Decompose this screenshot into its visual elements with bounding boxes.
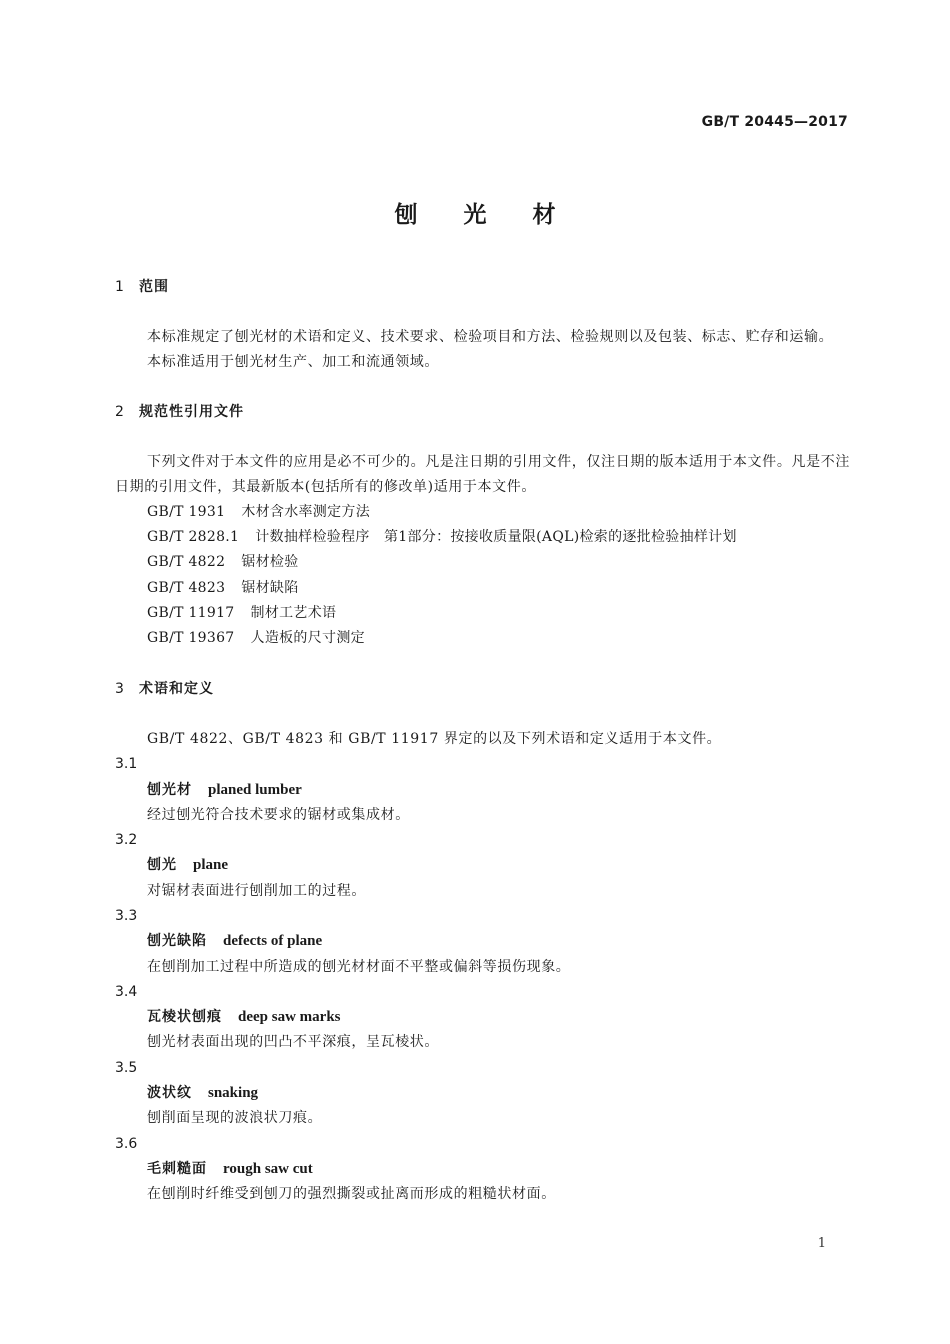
reference-title: 锯材缺陷 bbox=[241, 579, 299, 596]
reference-title: 制材工艺术语 bbox=[250, 604, 337, 621]
clause-number: 3.1 bbox=[115, 756, 138, 773]
term-zh: 刨光缺陷 bbox=[147, 933, 207, 950]
reference-code: GB/T 4822 bbox=[147, 554, 226, 571]
paragraph: GB/T 4822、GB/T 4823 和 GB/T 11917 界定的以及下列术语和定义适用于本文件。 bbox=[147, 731, 722, 748]
term-en: planed lumber bbox=[208, 781, 302, 798]
reference-title: 锯材检验 bbox=[241, 554, 299, 571]
reference-code: GB/T 2828.1 bbox=[147, 529, 240, 546]
reference-code: GB/T 19367 bbox=[147, 630, 235, 647]
term-entry bbox=[115, 980, 850, 1056]
term-heading bbox=[115, 853, 850, 878]
clause-number: 3.2 bbox=[115, 832, 138, 849]
reference-item bbox=[115, 626, 850, 651]
term-definition: 在刨削加工过程中所造成的刨光材材面不平整或偏斜等损伤现象。 bbox=[147, 958, 571, 975]
term-definition: 刨削面呈现的波浪状刀痕。 bbox=[147, 1110, 323, 1127]
section-heading bbox=[115, 400, 850, 425]
reference-item bbox=[115, 550, 850, 575]
term-en: deep saw marks bbox=[238, 1009, 341, 1026]
term-definition: 刨光材表面出现的凹凸不平深痕，呈瓦棱状。 bbox=[147, 1034, 439, 1051]
section-title: 范围 bbox=[139, 279, 169, 295]
section-title: 术语和定义 bbox=[139, 681, 214, 698]
term-zh: 刨光材 bbox=[147, 781, 192, 798]
reference-title: 人造板的尺寸测定 bbox=[250, 630, 365, 647]
term-zh: 瓦棱状刨痕 bbox=[147, 1009, 222, 1026]
paragraph: 下列文件对于本文件的应用是必不可少的。凡是注日期的引用文件，仅注日期的版本适用于本文件。凡是不注日期的引用文件，其最新版本(包括所有的修改单)适用于本文件。 bbox=[115, 454, 850, 495]
clause-number: 3.4 bbox=[115, 983, 138, 1000]
term-heading bbox=[115, 1081, 850, 1106]
section-heading bbox=[115, 275, 850, 300]
clause-number: 3.6 bbox=[115, 1135, 138, 1152]
term-heading bbox=[115, 929, 850, 954]
paragraph: 本标准规定了刨光材的术语和定义、技术要求、检验项目和方法、检验规则以及包装、标志、贮存和运输。 bbox=[147, 329, 834, 345]
term-definition: 经过刨光符合技术要求的锯材或集成材。 bbox=[147, 806, 410, 823]
term-entry bbox=[115, 904, 850, 980]
paragraph: 本标准适用于刨光材生产、加工和流通领域。 bbox=[147, 354, 439, 370]
term-zh: 毛刺糙面 bbox=[147, 1160, 207, 1177]
term-entry bbox=[115, 828, 850, 904]
document-title: 刨光材 bbox=[394, 202, 602, 228]
standard-code: GB/T 20445—2017 bbox=[701, 114, 848, 130]
section-terms-definitions bbox=[115, 677, 850, 1207]
term-entry bbox=[115, 1056, 850, 1132]
reference-code: GB/T 11917 bbox=[147, 604, 235, 621]
reference-title: 计数抽样检验程序 第1部分：按接收质量限(AQL)检索的逐批检验抽样计划 bbox=[255, 529, 737, 546]
reference-item bbox=[115, 500, 850, 525]
page-number: 1 bbox=[817, 1236, 826, 1251]
section-normative-references bbox=[115, 400, 850, 651]
term-en: plane bbox=[193, 857, 229, 874]
term-en: rough saw cut bbox=[223, 1160, 313, 1177]
clause-number: 3.5 bbox=[115, 1059, 138, 1076]
document-body bbox=[115, 275, 850, 1208]
term-heading bbox=[115, 1005, 850, 1030]
section-heading bbox=[115, 677, 850, 702]
reference-title: 木材含水率测定方法 bbox=[241, 504, 371, 520]
term-zh: 波状纹 bbox=[147, 1085, 192, 1102]
term-definition: 对锯材表面进行刨削加工的过程。 bbox=[147, 882, 366, 899]
section-title: 规范性引用文件 bbox=[139, 404, 244, 420]
reference-code: GB/T 4823 bbox=[147, 579, 226, 596]
section-number: 2 bbox=[115, 404, 124, 420]
term-heading bbox=[115, 1157, 850, 1182]
reference-code: GB/T 1931 bbox=[147, 504, 226, 520]
term-en: snaking bbox=[208, 1085, 259, 1102]
term-en: defects of plane bbox=[223, 933, 323, 950]
term-entry bbox=[115, 752, 850, 828]
clause-number: 3.3 bbox=[115, 908, 138, 924]
section-number: 1 bbox=[115, 279, 124, 295]
term-heading bbox=[115, 778, 850, 803]
term-entry bbox=[115, 1132, 850, 1208]
reference-item bbox=[115, 601, 850, 626]
section-scope bbox=[115, 275, 850, 375]
reference-item bbox=[115, 525, 850, 550]
term-definition: 在刨削时纤维受到刨刀的强烈撕裂或扯离而形成的粗糙状材面。 bbox=[147, 1186, 556, 1203]
section-number: 3 bbox=[115, 681, 124, 698]
reference-item bbox=[115, 576, 850, 601]
term-zh: 刨光 bbox=[147, 857, 177, 874]
